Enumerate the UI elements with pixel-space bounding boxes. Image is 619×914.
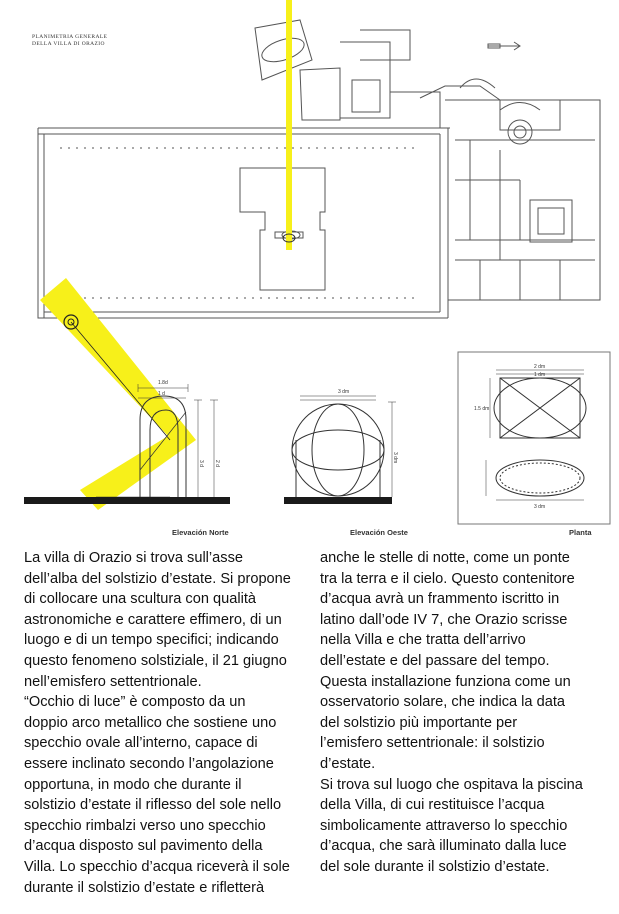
text-line: “Occhio di luce” è composto da un — [24, 694, 246, 711]
text-line: specchio ovale all’interno, capace di — [24, 735, 258, 752]
north-elevation-label: Elevación Norte — [172, 528, 229, 537]
light-beam-highlight — [40, 278, 196, 510]
dim-label: 1.5 dm — [474, 406, 490, 412]
text-line: astronomiche e carattere effimero, di un — [24, 611, 282, 628]
text-line: La villa di Orazio si trova sull’asse — [24, 550, 243, 566]
north-ground-bar — [24, 497, 230, 504]
west-elevation-label: Elevación Oeste — [350, 528, 408, 537]
text-line: dell’estate e del passare del tempo. — [320, 652, 550, 669]
text-line: Si trova sul luogo che ospitava la piscina — [320, 776, 583, 793]
dim-label: 1.8d — [158, 380, 168, 386]
text-line: d’acqua avrà un frammento iscritto in — [320, 591, 560, 608]
dim-label: 1 d — [158, 391, 165, 397]
text-line: l’emisfero settentrionale: il solstizio — [320, 735, 545, 752]
text-line: durante il solstizio d’estate e rifletterà — [24, 879, 265, 896]
text-line: essere inclinato secondo l’angolazione — [24, 755, 274, 772]
text-line: della Villa, di cui restituisce l’acqua — [320, 797, 545, 814]
dim-label: 2 d — [214, 460, 220, 467]
text-line: nella Villa e che tratta dell’arrivo — [320, 632, 526, 649]
dim-label: 3 d — [198, 460, 204, 467]
text-line: simbolicamente attraverso lo specchio — [320, 817, 568, 834]
text-line: tra la terra e il cielo. Questo contenitore — [320, 570, 575, 587]
dim-label: 3 dm — [392, 452, 398, 464]
dim-label: 2 dm — [534, 364, 546, 370]
dim-label: 3 dm — [338, 389, 350, 395]
plan-view — [486, 370, 586, 500]
text-line: osservatorio solare, che indica la data — [320, 694, 565, 711]
text-line: doppio arco metallico che sostiene uno — [24, 714, 277, 731]
dim-label: 3 dm — [534, 504, 546, 510]
text-line: solstizio d’estate il riflesso del sole nello — [24, 797, 282, 814]
text-line: opportuna, in modo che durante il — [24, 776, 242, 793]
west-elevation — [292, 396, 396, 497]
text-line: d’acqua disposto sul pavimento della — [24, 838, 263, 855]
text-line: nell’emisfero settentrionale. — [24, 673, 202, 690]
text-line: Villa. Lo specchio d’acqua riceverà il sole — [24, 858, 290, 875]
text-line: del sole durante il solstizio d’estate. — [320, 858, 550, 875]
text-line: luogo e di un tempo specifici; indicando — [24, 632, 279, 649]
text-column-right — [320, 548, 612, 878]
plan-title — [32, 34, 107, 48]
text-column-left — [24, 548, 314, 898]
text-line: d’acqua, che sarà illuminato dalla luce — [320, 838, 567, 855]
plan-title-line: PLANIMETRIA GENERALE — [32, 34, 108, 40]
text-line: Questa installazione funziona come un — [320, 673, 571, 690]
solstice-axis — [286, 0, 292, 250]
text-line: del solstizio più importante per — [320, 714, 518, 731]
text-line: anche le stelle di notte, come un ponte — [320, 550, 570, 566]
site-plan-lines — [38, 20, 600, 318]
text-line: latino dall’ode IV 7, che Orazio scrisse — [320, 611, 568, 628]
plan-title-line: DELLA VILLA DI ORAZIO — [32, 41, 105, 47]
text-line: di collocare una scultura con qualità — [24, 591, 257, 608]
text-line: specchio rimbalzi verso uno specchio — [24, 817, 266, 834]
west-ground-bar — [284, 497, 392, 504]
text-line: questo fenomeno solstiziale, il 21 giugno — [24, 652, 287, 669]
plan-label: Planta — [569, 528, 592, 537]
text-line: d’estate. — [320, 755, 376, 772]
text-line: dell’alba del solstizio d’estate. Si propone — [24, 570, 291, 587]
dim-label: 1 dm — [534, 372, 546, 378]
